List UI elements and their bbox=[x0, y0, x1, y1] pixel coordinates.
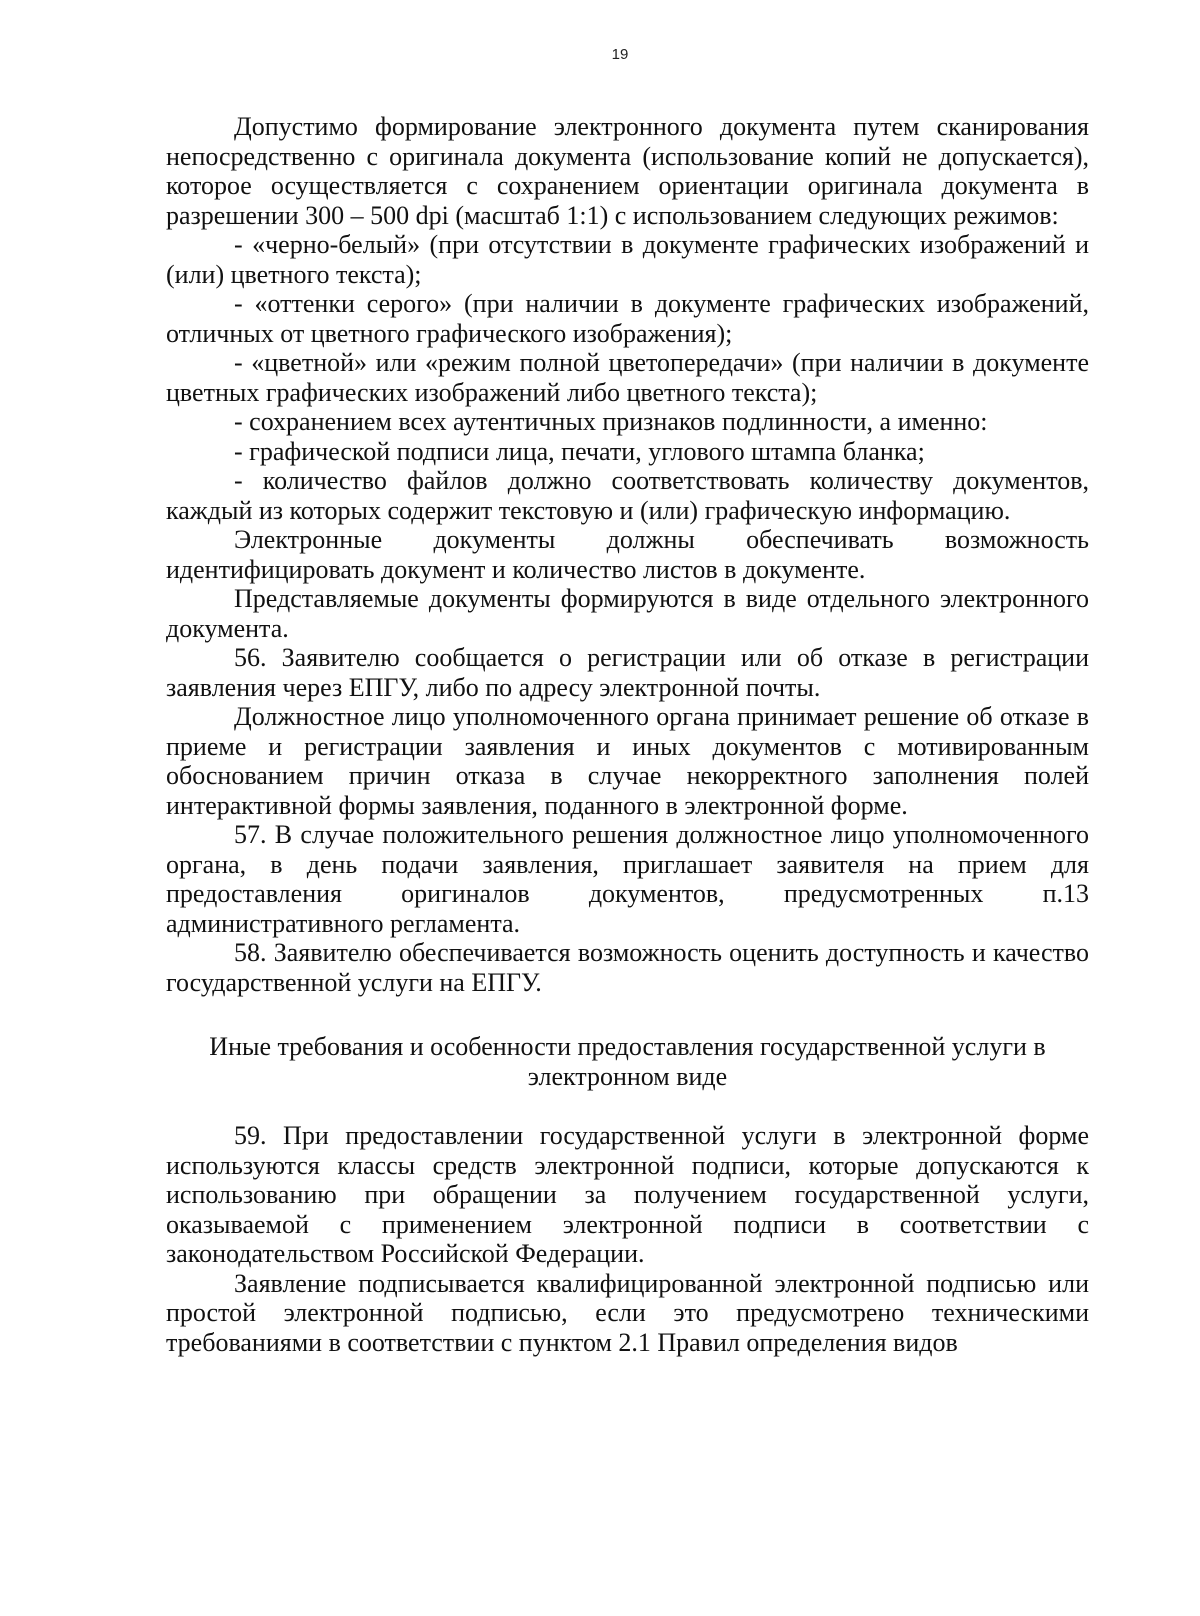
paragraph-identification: Электронные документы должны обеспечивать возможность идентифицировать документ и количество листов в документе. bbox=[166, 525, 1089, 584]
paragraph-item-57: 57. В случае положительного решения должностное лицо уполномоченного органа, в день подачи заявления, приглашает заявителя на прием для предоставления оригиналов документов, предусмотренных п.13 административного регламента. bbox=[166, 820, 1089, 938]
paragraph-item-58: 58. Заявителю обеспечивается возможность оценить доступность и качество государственной услуги на ЕПГУ. bbox=[166, 938, 1089, 997]
list-item-file-count: - количество файлов должно соответствовать количеству документов, каждый из которых содержит текстовую и (или) графическую информацию. bbox=[166, 466, 1089, 525]
list-item-color: - «цветной» или «режим полной цветопередачи» (при наличии в документе цветных графических изображений либо цветного текста); bbox=[166, 348, 1089, 407]
paragraph-separate-document: Представляемые документы формируются в виде отдельного электронного документа. bbox=[166, 584, 1089, 643]
page-number: 19 bbox=[611, 46, 629, 63]
paragraph-scanning-requirements: Допустимо формирование электронного документа путем сканирования непосредственно с оригинала документа (использование копий не допускается), которое осуществляется с сохранением ориентации оригинала документа в разрешении 300 – 500 dpi (масштаб 1:1) с использованием следующих режимов: bbox=[166, 112, 1089, 230]
list-item-black-white: - «черно-белый» (при отсутствии в документе графических изображений и (или) цветного текста); bbox=[166, 230, 1089, 289]
document-body bbox=[166, 112, 1089, 1357]
paragraph-item-56: 56. Заявителю сообщается о регистрации или об отказе в регистрации заявления через ЕПГУ, либо по адресу электронной почты. bbox=[166, 643, 1089, 702]
paragraph-refusal: Должностное лицо уполномоченного органа принимает решение об отказе в приеме и регистрации заявления и иных документов с мотивированным обоснованием причин отказа в случае некорректного заполнения полей интерактивной формы заявления, поданного в электронной форме. bbox=[166, 702, 1089, 820]
list-item-grayscale: - «оттенки серого» (при наличии в документе графических изображений, отличных от цветного графического изображения); bbox=[166, 289, 1089, 348]
list-item-authenticity: - сохранением всех аутентичных признаков подлинности, а именно: bbox=[234, 407, 988, 436]
paragraph-signature-requirements: Заявление подписывается квалифицированной электронной подписью или простой электронной подписью, если это предусмотрено техническими требованиями в соответствии с пунктом 2.1 Правил определения видов bbox=[166, 1268, 1089, 1357]
list-item-signature: - графической подписи лица, печати, углового штампа бланка; bbox=[234, 436, 925, 466]
section-heading: Иные требования и особенности предоставления государственной услуги в электронном виде bbox=[209, 1032, 1046, 1091]
paragraph-item-59: 59. При предоставлении государственной услуги в электронной форме используются классы средств электронной подписи, которые допускаются к использованию при обращении за получением государственной услуги, оказываемой с применением электронной подписи в соответствии с законодательством Российской Федерации. bbox=[166, 1121, 1089, 1268]
